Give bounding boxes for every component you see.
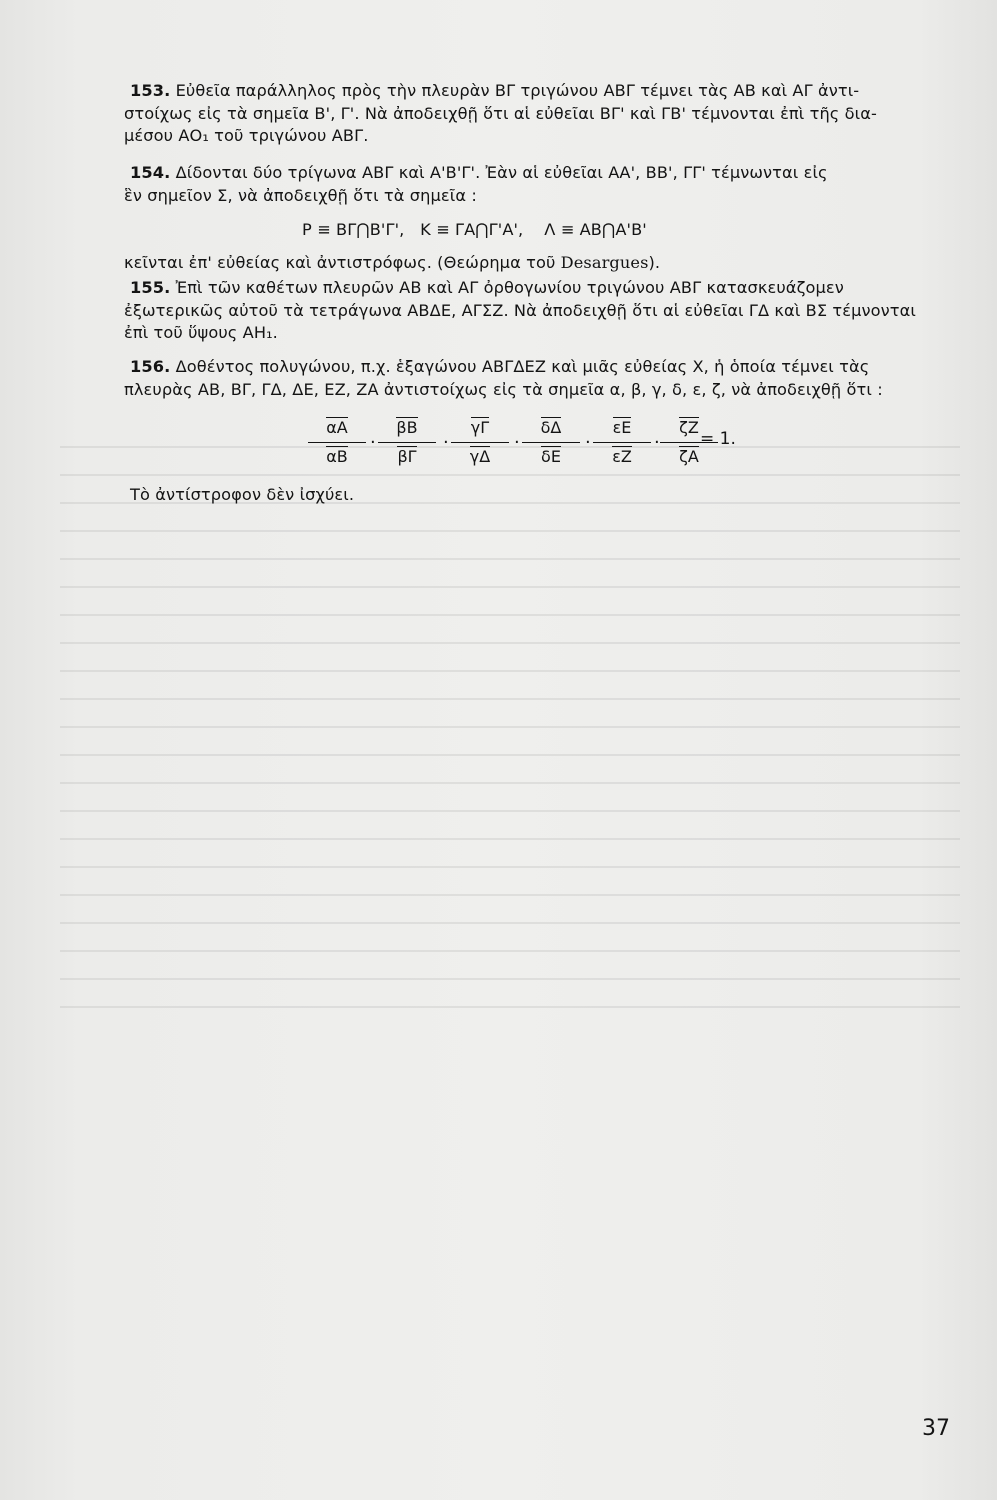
exercise-155-line-1 <box>130 277 956 300</box>
exercise-text: Εὐθεῖα παράλληλος πρὸς τὴν πλευρὰν ΒΓ τριγώνου ΑΒΓ τέμνει τὰς ΑΒ καὶ ΑΓ ἀντι- <box>175 81 860 100</box>
exercise-155 <box>124 277 956 345</box>
exercise-156-line-1 <box>130 356 956 379</box>
fraction-numerator: εΕ <box>612 418 632 437</box>
page-number: 37 <box>922 1416 950 1441</box>
exercise-155-line-2 <box>124 300 956 323</box>
exercise-154-line-4 <box>124 252 956 275</box>
exercise-text: μέσου ΑΟ₁ τοῦ τριγώνου ΑΒΓ. <box>124 126 369 146</box>
exercise-153-line-3 <box>124 125 956 148</box>
exercise-text: ). <box>648 252 661 272</box>
exercise-text: ἐξωτερικῶς αὐτοῦ τὰ τετράγωνα ΑΒΔΕ, ΑΓΣΖ. Νὰ ἀποδειχθῇ ὅτι αἱ εὐθεῖαι ΓΔ καὶ ΒΣ τέμνονται <box>124 300 917 320</box>
exercise-156 <box>124 356 956 401</box>
fraction-numerator: ζΖ <box>679 418 699 437</box>
multiplication-dot: · <box>654 432 660 453</box>
exercise-number: 154. <box>130 163 171 182</box>
formula-text: Ρ ≡ ΒΓ⋂Β'Γ', Κ ≡ ΓΑ⋂Γ'Α', Λ ≡ ΑΒ⋂Α'Β' <box>302 220 647 240</box>
exercise-text: Δοθέντος πολυγώνου, π.χ. ἑξαγώνου ΑΒΓΔΕΖ καὶ μιᾶς εὐθείας Χ, ἡ ὁποία τέμνει τὰς <box>175 357 870 376</box>
converse-line <box>130 484 956 507</box>
exercise-156-line-2 <box>124 379 956 402</box>
fraction <box>522 416 580 469</box>
ratio-product-formula <box>308 416 748 474</box>
multiplication-dot: · <box>585 432 591 453</box>
fraction-numerator: γΓ <box>470 418 490 437</box>
exercise-text: Δίδονται δύο τρίγωνα ΑΒΓ καὶ Α'Β'Γ'. Ἐὰν αἱ εὐθεῖαι ΑΑ', ΒΒ', ΓΓ' τέμνωνται εἰς <box>175 163 828 182</box>
exercise-153 <box>124 80 956 148</box>
exercise-text: κεῖνται ἐπ' εὐθείας καὶ ἀντιστρόφως. (Θεώρημα τοῦ <box>124 252 561 272</box>
multiplication-dot: · <box>370 432 376 453</box>
fraction-denominator: γΔ <box>469 447 491 467</box>
fraction <box>378 416 436 469</box>
exercise-156-converse <box>130 484 956 507</box>
exercise-153-line-1 <box>130 80 956 103</box>
fraction <box>593 416 651 469</box>
exercise-number: 153. <box>130 81 171 100</box>
fraction-denominator: ζΑ <box>679 447 699 467</box>
fraction-numerator: αΑ <box>326 418 348 437</box>
multiplication-dot: · <box>514 432 520 453</box>
exercise-text: Τὸ ἀντίστροφον δὲν ἰσχύει. <box>130 485 355 504</box>
exercise-153-line-2 <box>124 103 956 126</box>
exercise-text: Ἐπὶ τῶν καθέτων πλευρῶν ΑΒ καὶ ΑΓ ὀρθογωνίου τριγώνου ΑΒΓ κατασκευάζομεν <box>175 278 844 297</box>
intersection-points <box>302 219 956 242</box>
fraction-denominator: εΖ <box>612 447 632 467</box>
exercise-155-line-3 <box>124 322 956 345</box>
fraction-denominator: αΒ <box>326 447 348 467</box>
exercise-text: πλευρὰς ΑΒ, ΒΓ, ΓΔ, ΔΕ, ΕΖ, ΖΑ ἀντιστοίχως εἰς τὰ σημεῖα α, β, γ, δ, ε, ζ, νὰ ἀποδειχθῇ ὅτι : <box>124 379 883 399</box>
multiplication-dot: · <box>443 432 449 453</box>
bleed-through-text <box>60 420 960 1120</box>
fraction-numerator: βΒ <box>396 418 418 437</box>
exercise-154 <box>124 162 956 274</box>
fraction-denominator: βΓ <box>397 447 417 467</box>
exercise-text: ἐπὶ τοῦ ὕψους ΑΗ₁. <box>124 323 278 343</box>
exercise-154-line-1 <box>130 162 956 185</box>
exercise-number: 156. <box>130 357 171 376</box>
fraction <box>451 416 509 469</box>
exercise-text: στοίχως εἰς τὰ σημεῖα Β', Γ'. Νὰ ἀποδειχθῇ ὅτι αἱ εὐθεῖαι ΒΓ' καὶ ΓΒ' τέμνονται ἐπὶ τῆς δια- <box>124 103 877 123</box>
fraction-denominator: δΕ <box>541 447 561 467</box>
formula-result: = 1. <box>700 429 736 449</box>
exercise-154-line-2 <box>124 185 956 208</box>
fraction <box>308 416 366 469</box>
exercise-number: 155. <box>130 278 171 297</box>
exercise-text: ἓν σημεῖον Σ, νὰ ἀποδειχθῇ ὅτι τὰ σημεῖα : <box>124 185 477 205</box>
fraction-numerator: δΔ <box>540 418 562 437</box>
theorem-name: Desargues <box>560 252 649 272</box>
